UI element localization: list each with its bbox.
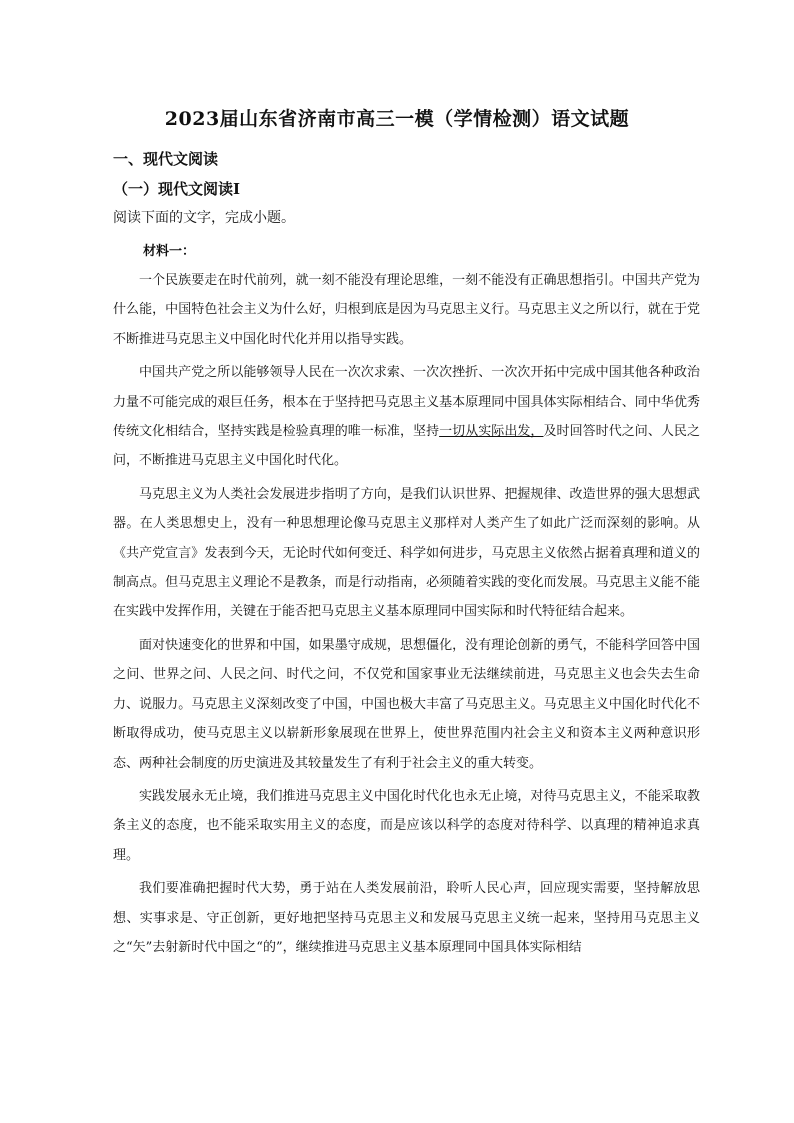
paragraph-2 bbox=[113, 358, 700, 476]
document-title: 2023届山东省济南市高三一模（学情检测）语文试题 bbox=[164, 108, 630, 130]
passage-body bbox=[113, 266, 700, 966]
paragraph-6: 我们要准确把握时代大势，勇于站在人类发展前沿，聆听人民心声，回应现实需要，坚持解放思想、实事求是、守正创新，更好地把坚持马克思主义和发展马克思主义统一起来，坚持用马克思主义之“矢”去射新时代中国之“的”，继续推进马克思主义基本原理同中国具体实际相结 bbox=[113, 881, 700, 955]
paragraph-2-text-b: 及时回答时代之问、人民之问，不断推进马克思主义中国化时代化。 bbox=[113, 424, 700, 469]
reading-instruction: 阅读下面的文字，完成小题。 bbox=[113, 210, 295, 226]
underlined-phrase: 一切从实际出发， bbox=[439, 424, 544, 440]
material-label: 材料一： bbox=[143, 244, 196, 259]
paragraph-5: 实践发展永无止境，我们推进马克思主义中国化时代化也永无止境，对待马克思主义，不能采取教条主义的态度，也不能采取实用主义的态度，而是应该以科学的态度对待科学、以真理的精神追求真理。 bbox=[113, 788, 700, 863]
paragraph-1: 一个民族要走在时代前列，就一刻不能没有理论思维，一刻不能没有正确思想指引。中国共产党为什么能，中国特色社会主义为什么好，归根到底是因为马克思主义行。马克思主义之所以行，就在于党不断推进马克思主义中国化时代化并用以指导实践。 bbox=[113, 273, 700, 347]
section-heading-1: 一、现代文阅读 bbox=[113, 150, 219, 168]
section-heading-2: （一）现代文阅读Ⅰ bbox=[113, 180, 241, 198]
paragraph-2-text-a: 中国共产党之所以能够领导人民在一次次求索、一次次挫折、一次次开拓中完成中国其他各种政治力量不可能完成的艰巨任务，根本在于坚持把马克思主义基本原理同中国具体实际相结合、同中华优秀传统文化相结合，坚持实践是检验真理的唯一标准，坚持 bbox=[113, 365, 700, 440]
paragraph-3: 马克思主义为人类社会发展进步指明了方向，是我们认识世界、把握规律、改造世界的强大思想武器。在人类思想史上，没有一种思想理论像马克思主义那样对人类产生了如此广泛而深刻的影响。从《共产党宣言》发表到今天，无论时代如何变迁、科学如何进步，马克思主义依然占据着真理和道义的制高点。但马克思主义理论不是教条，而是行动指南，必须随着实践的变化而发展。马克思主义能不能在实践中发挥作用，关键在于能否把马克思主义基本原理同中国实际和时代特征结合起来。 bbox=[113, 486, 700, 620]
paragraph-4: 面对快速变化的世界和中国，如果墨守成规，思想僵化，没有理论创新的勇气，不能科学回答中国之问、世界之问、人民之问、时代之问，不仅党和国家事业无法继续前进，马克思主义也会失去生命力、说服力。马克思主义深刻改变了中国，中国也极大丰富了马克思主义。马克思主义中国化时代化不断取得成功，使马克思主义以崭新形象展现在世界上，使世界范围内社会主义和资本主义两种意识形态、两种社会制度的历史演进及其较量发生了有利于社会主义的重大转变。 bbox=[113, 637, 700, 771]
